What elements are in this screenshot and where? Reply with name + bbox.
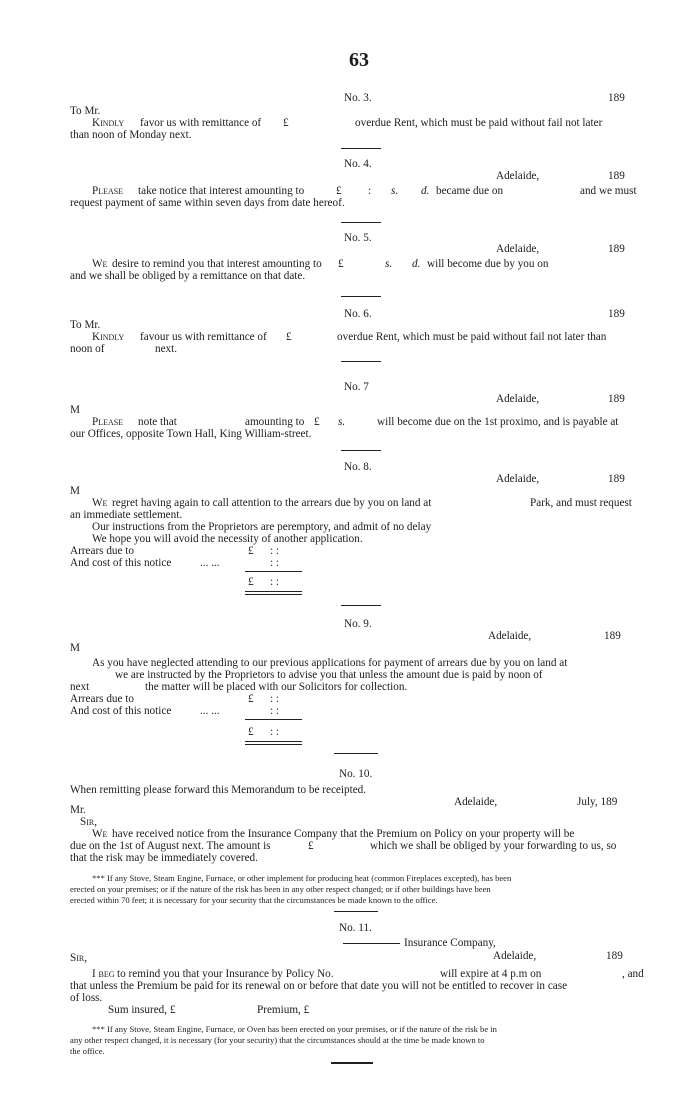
body-text: will become due on the 1st proximo, and is payable at: [377, 416, 619, 428]
body-text: our Offices, opposite Town Hall, King William-street.: [70, 428, 312, 440]
cost-label: And cost of this notice: [70, 557, 172, 569]
body-text: overdue Rent, which must be paid without fail not later: [355, 117, 603, 129]
notice-heading: No. 10.: [339, 768, 373, 780]
year-field: 189: [608, 308, 625, 320]
body-text: the matter will be placed with our Solicitors for collection.: [145, 681, 408, 693]
body-text: next: [70, 681, 90, 693]
body-text: of loss.: [70, 992, 103, 1004]
body-text: an immediate settlement.: [70, 509, 183, 521]
footnote: *** If any Stove, Steam Engine, Furnace, or other implement for producing heat (common Fireplaces excepted), has been: [92, 873, 512, 883]
arrears-label: Arrears due to: [70, 693, 134, 705]
opening-word: Kindly: [92, 117, 125, 129]
amount-colons: : :: [270, 557, 280, 569]
opening-word: We: [92, 497, 108, 509]
leader-dots: ... ...: [200, 557, 220, 569]
place-field: Adelaide,: [493, 950, 537, 962]
addressee: M: [70, 404, 80, 416]
year-field: 189: [608, 92, 625, 104]
opening-word: We: [92, 828, 108, 840]
pound-sign: £: [338, 258, 344, 270]
body-text: take notice that interest amounting to: [138, 185, 305, 197]
body-text: next.: [155, 343, 178, 355]
sum-rule: [245, 571, 302, 572]
body-text: noon of: [70, 343, 105, 355]
total-rule: [245, 741, 302, 742]
body-text: and we shall be obliged by a remittance on that date.: [70, 270, 306, 282]
body-text: note that: [138, 416, 177, 428]
year-field: 189: [608, 473, 625, 485]
body-text: favour us with remittance of: [140, 331, 267, 343]
page-number: 63: [349, 49, 369, 71]
notice-heading: No. 11.: [339, 922, 372, 934]
pound-sign: £: [336, 185, 342, 197]
section-divider: [341, 361, 381, 362]
salutation: Sir,: [70, 952, 88, 964]
pound-sign: £: [308, 840, 314, 852]
addressee: To Mr.: [70, 105, 101, 117]
body-text: than noon of Monday next.: [70, 129, 192, 141]
pence: d.: [412, 258, 421, 270]
body-text: When remitting please forward this Memorandum to be receipted.: [70, 784, 367, 796]
year-field: 189: [604, 630, 621, 642]
pound-sign: £: [248, 576, 254, 588]
body-text: desire to remind you that interest amounting to: [112, 258, 322, 270]
pound-sign: £: [283, 117, 289, 129]
place-field: Adelaide,: [488, 630, 532, 642]
sum-insured-label: Sum insured, £: [108, 1004, 176, 1016]
addressee: To Mr.: [70, 319, 101, 331]
footnote: any other respect changed, it is necessary (for your security) that the circumstances should at the time be made known to: [70, 1035, 485, 1045]
end-rule: [331, 1062, 373, 1064]
year-field: 189: [608, 243, 625, 255]
notice-heading: No. 8.: [344, 461, 372, 473]
shillings: s.: [391, 185, 399, 197]
pound-sign: £: [248, 693, 254, 705]
section-divider: [341, 605, 381, 606]
body-text: to remind you that your Insurance by Policy No.: [117, 968, 334, 980]
pence: d.: [421, 185, 430, 197]
notice-heading: No. 6.: [344, 308, 372, 320]
body-text: overdue Rent, which must be paid without fail not later than: [337, 331, 607, 343]
body-text: we are instructed by the Proprietors to advise you that unless the amount due is paid by noon of: [115, 669, 543, 681]
amount-colons: : :: [270, 726, 280, 738]
opening-word: Please: [92, 416, 124, 428]
section-divider: [341, 222, 381, 223]
arrears-label: Arrears due to: [70, 545, 134, 557]
shillings: s.: [338, 416, 346, 428]
amount-colons: : :: [270, 693, 280, 705]
footnote: *** If any Stove, Steam Engine, Furnace, or Oven has been erected on your premises, or if the nature of the risk be in: [92, 1024, 497, 1034]
pound-sign: £: [248, 545, 254, 557]
place-field: Adelaide,: [496, 170, 540, 182]
cost-label: And cost of this notice: [70, 705, 172, 717]
body-text: favor us with remittance of: [140, 117, 262, 129]
body-text: have received notice from the Insurance Company that the Premium on Policy on your property will be: [112, 828, 575, 840]
opening-word: We: [92, 258, 108, 270]
body-text: request payment of same within seven days from date hereof.: [70, 197, 345, 209]
body-text: amounting to: [245, 416, 305, 428]
pound-sign: £: [314, 416, 320, 428]
company-blank-rule: [343, 943, 400, 944]
body-text: As you have neglected attending to our previous applications for payment of arrears due by you on land at: [92, 657, 568, 669]
section-divider: [341, 148, 381, 149]
section-divider: [334, 911, 378, 912]
body-text: Park, and must request: [530, 497, 632, 509]
salutation: Sir,: [80, 816, 98, 828]
body-text: that the risk may be immediately covered.: [70, 852, 258, 864]
body-text: which we shall be obliged by your forwarding to us, so: [370, 840, 617, 852]
place-field: Adelaide,: [496, 243, 540, 255]
notice-heading: No. 9.: [344, 618, 372, 630]
pound-sign: £: [286, 331, 292, 343]
leader-dots: ... ...: [200, 705, 220, 717]
notice-heading: No. 7: [344, 381, 369, 393]
place-field: Adelaide,: [454, 796, 498, 808]
footnote: the office.: [70, 1046, 105, 1056]
body-text: regret having again to call attention to the arrears due by you on land at: [112, 497, 432, 509]
notice-heading: No. 4.: [344, 158, 372, 170]
date-field: July, 189: [577, 796, 618, 808]
company-field: Insurance Company,: [404, 937, 496, 949]
place-field: Adelaide,: [496, 473, 540, 485]
body-text: became due on: [436, 185, 504, 197]
place-field: Adelaide,: [496, 393, 540, 405]
body-text: will expire at 4 p.m on: [440, 968, 542, 980]
footnote: erected on your premises; or if the nature of the risk has been in any other respect changed; or if other buildings have been: [70, 884, 491, 894]
opening-word: I beg: [92, 968, 115, 980]
section-divider: [341, 296, 381, 297]
body-text: that unless the Premium be paid for its renewal on or before that date you will not be entitled to recover in case: [70, 980, 568, 992]
section-divider: [334, 753, 378, 754]
opening-word: Please: [92, 185, 124, 197]
body-text: due on the 1st of August next. The amount is: [70, 840, 271, 852]
colon: :: [368, 185, 372, 197]
body-text: We hope you will avoid the necessity of another application.: [92, 533, 363, 545]
notice-heading: No. 5.: [344, 232, 372, 244]
premium-label: Premium, £: [257, 1004, 310, 1016]
body-text: , and: [622, 968, 644, 980]
total-rule: [245, 591, 302, 592]
total-rule: [245, 744, 302, 745]
opening-word: Kindly: [92, 331, 125, 343]
addressee: M: [70, 485, 80, 497]
pound-sign: £: [248, 726, 254, 738]
total-rule: [245, 594, 302, 595]
year-field: 189: [606, 950, 623, 962]
sum-rule: [245, 719, 302, 720]
addressee: Mr.: [70, 804, 86, 816]
amount-colons: : :: [270, 576, 280, 588]
body-text: Our instructions from the Proprietors are peremptory, and admit of no delay: [92, 521, 432, 533]
section-divider: [341, 450, 381, 451]
shillings: s.: [385, 258, 393, 270]
body-text: and we must: [580, 185, 637, 197]
year-field: 189: [608, 170, 625, 182]
footnote: erected within 70 feet; it is necessary for your security that the circumstances be made known to the office.: [70, 895, 438, 905]
amount-colons: : :: [270, 705, 280, 717]
addressee: M: [70, 642, 80, 654]
notice-heading: No. 3.: [344, 92, 372, 104]
year-field: 189: [608, 393, 625, 405]
amount-colons: : :: [270, 545, 280, 557]
body-text: will become due by you on: [427, 258, 549, 270]
